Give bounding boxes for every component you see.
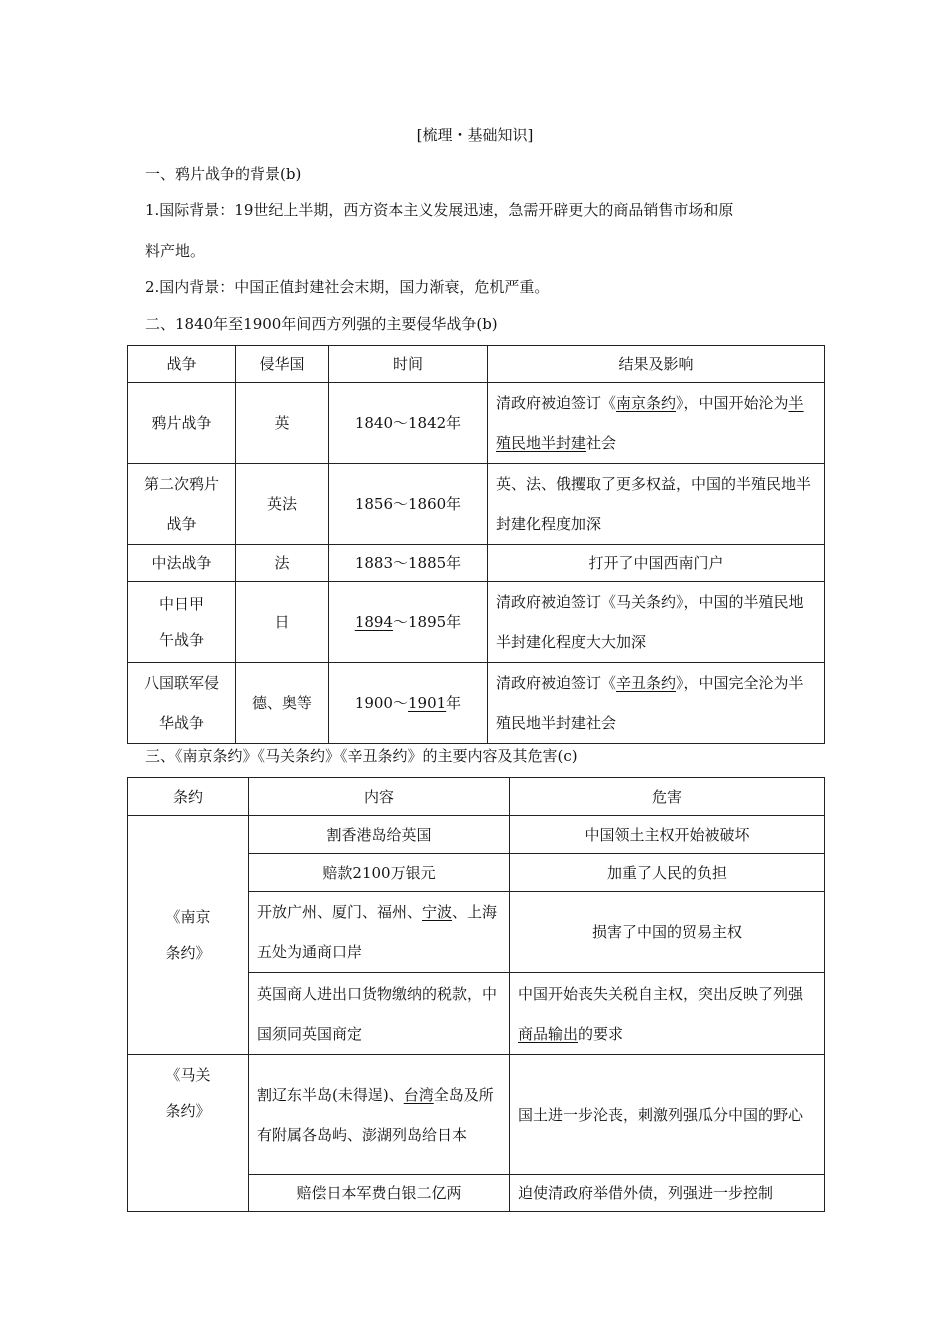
table-row [128,663,825,744]
war-result: 清政府被迫签订《马关条约》，中国的半殖民地半封建化程度大大加深 [488,582,825,663]
war-time: 1883～1885年 [329,545,488,582]
treaties-table [127,777,825,1212]
wars-header-row [128,346,825,383]
treaty-harm: 损害了中国的贸易主权 [510,892,825,973]
header-content: 内容 [249,778,510,816]
table-row [128,816,825,854]
header-time: 时间 [329,346,488,383]
treaty-name-maguan: 《马关 条约》 [128,1055,249,1212]
war-result: 清政府被迫签订《南京条约》，中国开始沦为半殖民地半封建社会 [488,383,825,464]
treaties-header-row [128,778,825,816]
war-result: 清政府被迫签订《辛丑条约》，中国完全沦为半殖民地半封建社会 [488,663,825,744]
section1-title: 一、鸦片战争的背景(b) [145,165,302,183]
header-harm: 危害 [510,778,825,816]
war-time: 1856～1860年 [329,464,488,545]
treaty-harm: 中国领土主权开始被破坏 [510,816,825,854]
treaty-harm: 中国开始丧失关税自主权，突出反映了列强商品输出的要求 [510,973,825,1055]
section1-p1-line1: 1.国际背景：19世纪上半期，西方资本主义发展迅速，急需开辟更大的商品销售市场和原 [145,201,734,219]
treaty-content: 英国商人进出口货物缴纳的税款，中国须同英国商定 [249,973,510,1055]
war-name: 中法战争 [128,545,236,582]
war-time: 1900～1901年 [329,663,488,744]
war-time: 1894～1895年 [329,582,488,663]
invading-country: 法 [236,545,329,582]
section1-p1-line2: 料产地。 [145,242,206,260]
section2-title: 二、1840年至1900年间西方列强的主要侵华战争(b) [145,315,498,333]
header-treaty: 条约 [128,778,249,816]
invading-country: 德、奥等 [236,663,329,744]
section3-title: 三、《南京条约》《马关条约》《辛丑条约》的主要内容及其危害(c) [145,747,578,765]
war-name: 鸦片战争 [128,383,236,464]
table-row [128,383,825,464]
header-war: 战争 [128,346,236,383]
table-row [128,464,825,545]
treaty-content: 赔款2100万银元 [249,854,510,892]
treaty-harm: 迫使清政府举借外债，列强进一步控制 [510,1175,825,1212]
treaty-name-nanjing: 《南京 条约》 [128,816,249,1055]
treaty-content: 开放广州、厦门、福州、宁波、上海五处为通商口岸 [249,892,510,973]
wars-table [127,345,825,744]
treaty-content: 赔偿日本军费白银二亿两 [249,1175,510,1212]
table-row [128,582,825,663]
treaty-harm: 加重了人民的负担 [510,854,825,892]
invading-country: 英法 [236,464,329,545]
war-name: 八国联军侵 华战争 [128,663,236,744]
section-heading: [梳理・基础知识] [416,126,534,144]
treaty-content: 割辽东半岛(未得逞)、台湾全岛及所有附属各岛屿、澎湖列岛给日本 [249,1055,510,1175]
war-time: 1840～1842年 [329,383,488,464]
treaty-content: 割香港岛给英国 [249,816,510,854]
invading-country: 英 [236,383,329,464]
treaty-harm: 国土进一步沦丧，刺激列强瓜分中国的野心 [510,1055,825,1175]
table-row [128,545,825,582]
war-name: 第二次鸦片 战争 [128,464,236,545]
header-result: 结果及影响 [488,346,825,383]
war-name: 中日甲 午战争 [128,582,236,663]
invading-country: 日 [236,582,329,663]
section1-p2: 2.国内背景：中国正值封建社会末期，国力渐衰，危机严重。 [145,278,550,296]
war-result: 打开了中国西南门户 [488,545,825,582]
header-country: 侵华国 [236,346,329,383]
table-row [128,1055,825,1175]
war-result: 英、法、俄攫取了更多权益，中国的半殖民地半封建化程度加深 [488,464,825,545]
